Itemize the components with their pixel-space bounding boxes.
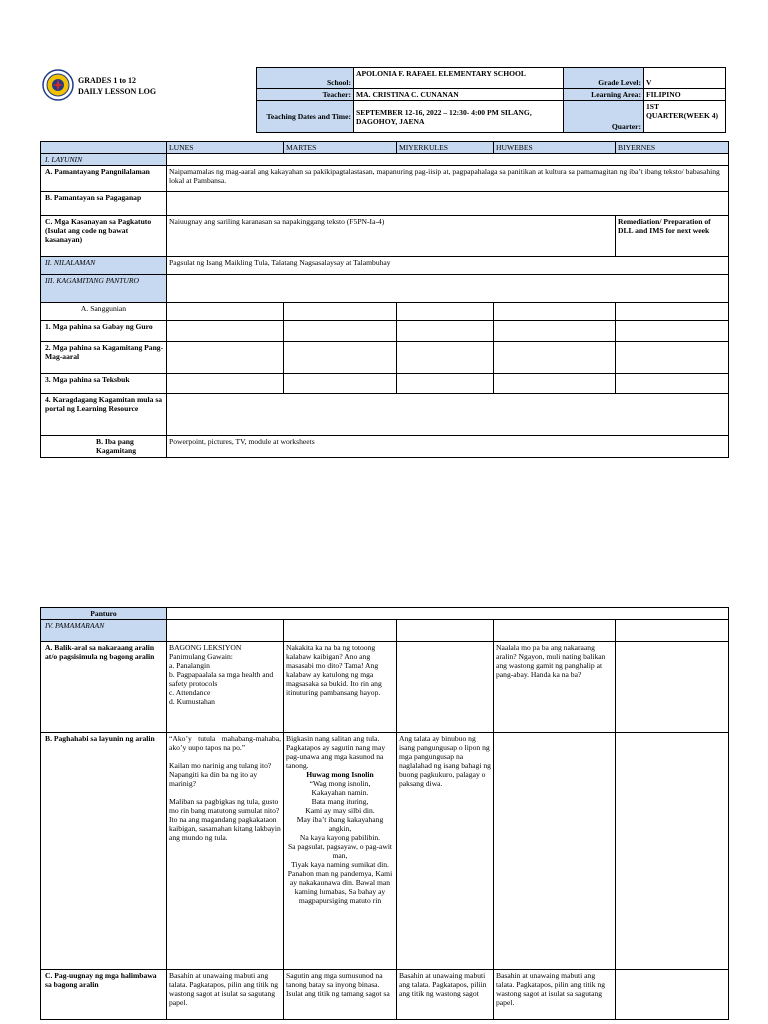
row-label-kasanayan: C. Mga Kasanayan sa Pagkatuto (Isulat ang code ng bawat kasanayan) bbox=[41, 216, 167, 257]
row-label-sanggunian: A. Sanggunian bbox=[41, 303, 167, 321]
pag-uugnay-thursday: Basahin at unawaing mabuti ang talata. Pagkatapos, pilin ang titik ng wastong sagot at isulat sa sagutang papel. bbox=[494, 970, 616, 1020]
doc-title-grades: GRADES 1 to 12 bbox=[78, 76, 137, 85]
paghahabi-tuesday bbox=[284, 733, 397, 970]
teacher-value: MA. CRISTINA C. CUNANAN bbox=[354, 89, 564, 101]
nilalaman-value: Pagsulat ng Isang Maikling Tula, Talatang Nagsasalaysay at Talambuhay bbox=[167, 257, 729, 275]
section-layunin: I. LAYUNIN bbox=[41, 154, 167, 166]
day-header-tuesday: MARTES bbox=[284, 142, 397, 154]
kasanayan-value: Naiuugnay ang sariling karanasan sa napakinggang teksto (F5PN-Ia-4) bbox=[167, 216, 616, 257]
deped-seal-icon bbox=[42, 69, 74, 101]
grade-level-value: V bbox=[644, 68, 726, 89]
paghahabi-monday-invite: Maliban sa pagbigkas ng tula, gusto mo rin bang matutong sumulat nito? Ito na ang magandang pagkakataon kaibigan, sasamahan kitang lakbayin ang mundo ng tula. bbox=[169, 797, 281, 842]
day-header-wednesday: MIYERKULES bbox=[397, 142, 494, 154]
learning-area-value: FILIPINO bbox=[644, 89, 726, 101]
row-label-learning-resource: 4. Karagdagang Kagamitan mula sa portal ng Learning Resource bbox=[41, 394, 167, 436]
balik-aral-monday: BAGONG LEKSIYON Panimulang Gawain: a. Panalangin b. Pagpapaalala sa mga health and safety protocols c. Attendance d. Kumustahan bbox=[167, 642, 284, 733]
row-label-paghahabi: B. Paghahabi sa layunin ng aralin bbox=[41, 733, 167, 970]
day-header-row bbox=[41, 142, 729, 154]
row-label-pamantayang-pangnilalaman: A. Pamantayang Pangnilalaman bbox=[41, 166, 167, 192]
teaching-dates-label: Teaching Dates and Time: bbox=[257, 101, 354, 133]
row-label-iba-pang-kagamitang: B. Iba pang Kagamitang bbox=[41, 436, 167, 458]
poem-title: Huwag mong Isnolin bbox=[306, 770, 374, 779]
row-label-gabay-ng-guro: 1. Mga pahina sa Gabay ng Guro bbox=[41, 321, 167, 342]
section-kagamitang-panturo: III. KAGAMITANG PANTURO bbox=[41, 275, 167, 303]
learning-area-label: Learning Area: bbox=[564, 89, 644, 101]
section-nilalaman: II. NILALAMAN bbox=[41, 257, 167, 275]
pag-uugnay-wednesday: Basahin at unawaing mabuti ang talata. Pagkatapos, piliin ang titik ng wastong sagot bbox=[397, 970, 494, 1020]
row-label-teksbuk: 3. Mga pahina sa Teksbuk bbox=[41, 374, 167, 394]
quarter-label: Quarter: bbox=[564, 101, 644, 133]
quarter-value: 1ST QUARTER(WEEK 4) bbox=[644, 101, 726, 133]
school-value: APOLONIA F. RAFAEL ELEMENTARY SCHOOL bbox=[354, 68, 564, 89]
header-info-table bbox=[256, 67, 726, 133]
lesson-table-objectives bbox=[40, 141, 729, 458]
paghahabi-monday-question: Kailan mo narinig ang tulang ito? Napangiti ka din ba ng ito ay marinig? bbox=[169, 761, 272, 788]
balik-aral-thursday: Naalala mo pa ba ang nakaraang aralin? Ngayon, muli nating balikan ang wastong gamit ng panghalip at pang-abay. Handa ka na ba? bbox=[494, 642, 616, 733]
pag-uugnay-tuesday: Sagutin ang mga sumusunod na tanong batay sa inyong binasa. Isulat ang titik ng tamang sagot sa bbox=[284, 970, 397, 1020]
day-header-monday: LUNES bbox=[167, 142, 284, 154]
balik-aral-tuesday: Nakakita ka na ba ng totoong kalabaw kaibigan? Ano ang masasabi mo dito? Tama! Ang kalabaw ay katulong ng mga magsasaka sa bukid. Ito rin ang itinuturing pambansang hayop. bbox=[284, 642, 397, 733]
paghahabi-monday-verse: “Ako’y tutula mahabang-mahaba, ako’y uupo tapos na po.” bbox=[169, 734, 281, 752]
panturo-label: Panturo bbox=[41, 608, 167, 620]
paghahabi-monday bbox=[167, 733, 284, 970]
row-label-kagamitang-pang-mag-aaral: 2. Mga pahina sa Kagamitang Pang-Mag-aaral bbox=[41, 342, 167, 374]
lesson-table-procedure bbox=[40, 607, 729, 1020]
iba-pang-kagamitang-value: Powerpoint, pictures, TV, module at worksheets bbox=[167, 436, 729, 458]
poem-body: “Wag mong isnolin, Kakayahan namin. Bata mang ituring, Kami ay may silbi din. May iba’t ibang kakayahang angkin, Na kaya kayong pabilibin. Sa pagsulat, pagsayaw, o pag-awit man, Tiyak kaya naming sumikat din. Panahon man ng pandemya, Kami ay nakakaunawa din. Bawal man kaming lumabas, Sa bahay ay magpapursiging matuto rin bbox=[287, 779, 393, 905]
kasanayan-friday: Remediation/ Preparation of DLL and IMS for next week bbox=[616, 216, 729, 257]
day-header-thursday: HUWEBES bbox=[494, 142, 616, 154]
paghahabi-wednesday: Ang talata ay binubuo ng isang pangungusap o lipon ng mga pangungusap na naglalahad ng isang bahagi ng buong pagkukuro, palagay o paksang diwa. bbox=[397, 733, 494, 970]
teacher-label: Teacher: bbox=[257, 89, 354, 101]
row-label-balik-aral: A. Balik-aral sa nakaraang aralin at/o pagsisimula ng bagong aralin bbox=[41, 642, 167, 733]
grade-level-label: Grade Level: bbox=[564, 68, 644, 89]
pamantayang-pangnilalaman-value: Naipamamalas ng mag-aaral ang kakayahan sa pakikipagtalastasan, mapanuring pag-iisip at, pagpapahalaga sa panitikan at kultura sa pamamagitan ng iba’t ibang teksto/ babasahing lokal at Pambansa. bbox=[167, 166, 729, 192]
row-label-pag-uugnay: C. Pag-uugnay ng mga halimbawa sa bagong aralin bbox=[41, 970, 167, 1020]
row-label-pamantayan-sa-pagaganap: B. Pamantayan sa Pagaganap bbox=[41, 192, 167, 216]
section-pamamaraan: IV. PAMAMARAAN bbox=[41, 620, 167, 642]
day-header-friday: BIYERNES bbox=[616, 142, 729, 154]
paghahabi-tuesday-instructions: Bigkasin nang salitan ang tula. Pagkatapos ay sagutin nang may pag-unawa ang mga kasunod na tanong. bbox=[286, 734, 386, 770]
pag-uugnay-monday: Basahin at unawaing mabuti ang talata. Pagkatapos, pilin ang titik ng wastong sagot at isulat sa sagutang papel. bbox=[167, 970, 284, 1020]
teaching-dates-value: SEPTEMBER 12-16, 2022 – 12:30- 4:00 PM SILANG, DAGOHOY, JAENA bbox=[354, 101, 564, 133]
school-label: School: bbox=[257, 68, 354, 89]
doc-title-dll: DAILY LESSON LOG bbox=[78, 87, 157, 96]
